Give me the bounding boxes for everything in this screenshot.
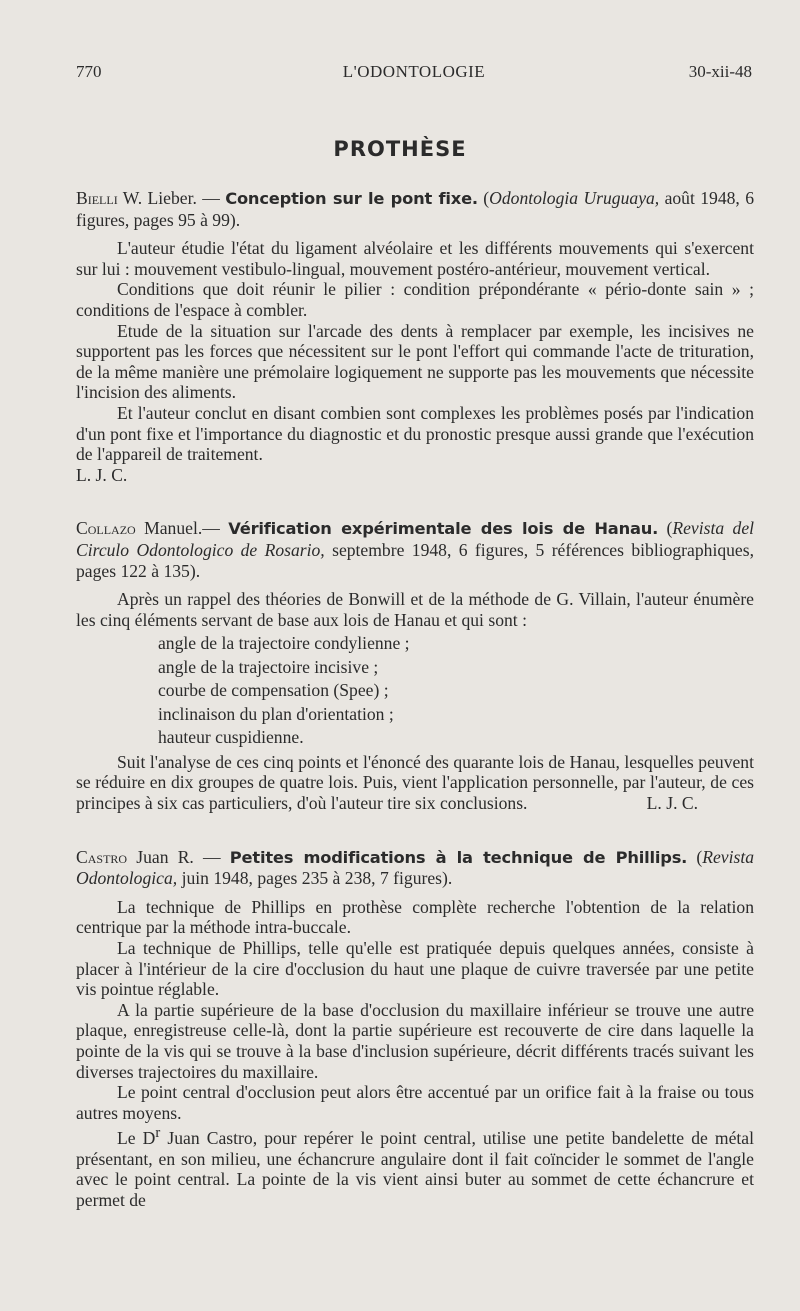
- paragraph: [76, 1123, 754, 1210]
- journal-ref: Odontologia Uruguaya,: [489, 188, 660, 208]
- paragraph: Etude de la situation sur l'arcade des dents à remplacer par exemple, les incisives ne supportent pas les forces que nécessitent sur le pont l'effort qui commande l'acte de trituration, de la même manière une prémolaire logiquement ne supporte pas les mouvements que nécessite l'incision des aliments.: [76, 320, 754, 403]
- signature: L. J. C.: [646, 792, 698, 813]
- dash: —: [202, 518, 229, 539]
- article-title: Petites modifications à la technique de Phillips.: [229, 847, 688, 867]
- signature-line: [76, 465, 754, 486]
- dash: —: [196, 188, 226, 208]
- ref-details: août 1948, 6 figures, pages 95 à 99).: [76, 188, 754, 230]
- author-last-name: Castro: [76, 846, 128, 867]
- running-header: [76, 62, 752, 86]
- page-number: 770: [76, 62, 102, 81]
- article-citation: Collazo Manuel.— Vérification expérimentale des lois de Hanau. (Revista del Circulo Odontologico de Rosario, septembre 1948, 6 figures, 5 références bibliographiques, pages 122 à 135).: [76, 518, 755, 581]
- author-last-name: Collazo: [76, 518, 136, 539]
- text: Juan Castro, pour repérer le point central, utilise une petite bandelette de métal présentant, en son milieu, une échancrure angulaire dont il fait coïncider le sommet de l'angle avec le point central. La pointe de la vis vient ainsi buter au sommet de cette échancrure et permet de: [76, 1128, 754, 1210]
- list-item: inclinaison du plan d'orientation ;: [158, 703, 394, 724]
- list-item: courbe de compensation (Spee) ;: [158, 680, 389, 701]
- issue-date: 30-xii-48: [688, 62, 752, 81]
- paragraph: La technique de Phillips en prothèse complète recherche l'obtention de la relation centrique par la méthode intra-buccale.: [76, 896, 754, 938]
- conclusion-text: Suit l'analyse de ces cinq points et l'énoncé des quarante lois de Hanau, lesquelles peuvent se réduire en dix groupes de quatre lois. Puis, vient l'application personnelle, par l'auteur, de ces principes à six cas particuliers, d'où l'auteur tire six conclusions.: [76, 751, 754, 813]
- author-first-name: W. Lieber.: [122, 188, 197, 208]
- author-first-name: Juan R.: [136, 846, 194, 867]
- ref-details: septembre 1948, 6 figures, 5 références bibliographiques, pages 122 à 135).: [76, 539, 754, 581]
- list-item: angle de la trajectoire condylienne ;: [158, 633, 410, 654]
- journal-ref: Revista Odontologica,: [76, 846, 755, 889]
- author-last-name: Bielli: [76, 188, 118, 208]
- ref-details: juin 1948, pages 235 à 238, 7 figures).: [181, 868, 453, 889]
- section-title: PROTHÈSE: [333, 137, 467, 161]
- article-title: Conception sur le pont fixe.: [225, 189, 478, 208]
- article-title: Vérification expérimentale des lois de Hanau.: [228, 519, 659, 539]
- paragraph: La technique de Phillips, telle qu'elle est pratiquée depuis quelques années, consiste à placer à l'intérieur de la cire d'occlusion du haut une plaque de cuivre traversée par une petite vis pointue réglable.: [76, 937, 754, 1000]
- paragraph: Conditions que doit réunir le pilier : condition prépondérante « pério-donte sain » ; conditions de l'espace à combler.: [76, 279, 754, 320]
- paragraph: Après un rappel des théories de Bonwill et de la méthode de G. Villain, l'auteur énumère les cinq éléments servant de base aux lois de Hanau et qui sont :: [76, 589, 754, 630]
- superscript: r: [155, 1125, 161, 1142]
- article-citation: Bielli W. Lieber. — Conception sur le pont fixe. (Odontologia Uruguaya, août 1948, 6 figures, pages 95 à 99).: [76, 188, 754, 230]
- element-list: [158, 632, 754, 750]
- article-citation: Castro Juan R. — Petites modifications à la technique de Phillips. (Revista Odontologica, juin 1948, pages 235 à 238, 7 figures).: [76, 846, 755, 889]
- signature: L. J. C.: [76, 464, 128, 485]
- author-first-name: Manuel.: [144, 518, 203, 539]
- paragraph: Et l'auteur conclut en disant combien sont complexes les problèmes posés par l'indication d'un pont fixe et l'importance du diagnostic et du pronostic presque aussi grande que l'exécution de l'appareil de traitement.: [76, 402, 754, 465]
- list-item: hauteur cuspidienne.: [158, 727, 304, 748]
- paragraph: [76, 752, 754, 814]
- text: Le D: [117, 1128, 156, 1149]
- journal-name: L'ODONTOLOGIE: [342, 62, 486, 81]
- paragraph: L'auteur étudie l'état du ligament alvéolaire et les différents mouvements qui s'exercent sur lui : mouvement vestibulo-lingual, mouvement postéro-antérieur, mouvement vertical.: [76, 238, 754, 279]
- dash: —: [193, 846, 230, 867]
- paragraph: Le point central d'occlusion peut alors être accentué par un orifice fait à la fraise ou tous autres moyens.: [76, 1082, 754, 1123]
- journal-ref: Revista del Circulo Odontologico de Rosario,: [76, 518, 755, 560]
- paragraph: A la partie supérieure de la base d'occlusion du maxillaire inférieur se trouve une autre plaque, enregistreuse celle-là, dont la partie supérieure est recouverte de cire dans laquelle la pointe de la vis qui se trouve à la base d'inclusion supérieure, décrit différents tracés suivant les diverses trajectoires du maxillaire.: [76, 999, 754, 1082]
- list-item: angle de la trajectoire incisive ;: [158, 656, 379, 677]
- article-list: [76, 188, 754, 1211]
